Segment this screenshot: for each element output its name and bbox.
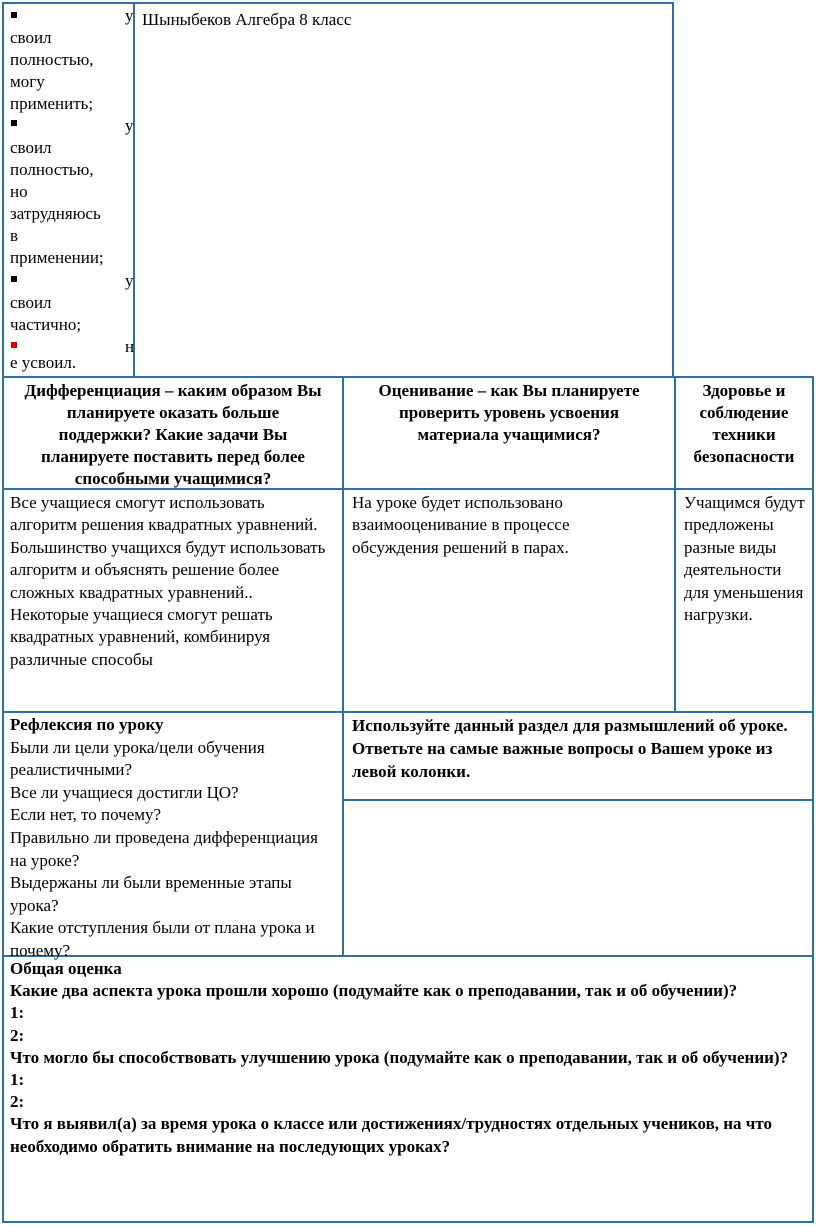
summary-question-3: Что я выявил(а) за время урока о классе или достижениях/трудностях отдельных учеников, на что необходимо обратить внимание на последующих уроках? xyxy=(10,1114,773,1156)
border-bottom xyxy=(2,1221,814,1223)
reflection-title: Рефлексия по уроку xyxy=(10,715,164,734)
assessment-header: Оценивание – как Вы планируете проверить уровень усвоения материала учащимися? xyxy=(378,381,640,444)
health-header: Здоровье и соблюдение техники безопасности xyxy=(693,381,795,466)
summary-question-1: Какие два аспекта урока прошли хорошо (подумайте как о преподавании, так и об обучении)? xyxy=(10,981,738,1001)
level-line: частично; xyxy=(10,315,82,334)
border-row-1 xyxy=(2,376,814,378)
differentiation-all: Все учащиеся смогут использовать алгоритм решения квадратных уравнений. xyxy=(10,493,318,535)
level-line: применении; xyxy=(10,248,104,267)
level-first-letter: н xyxy=(125,337,135,356)
reflection-question: Если нет, то почему? xyxy=(10,805,162,825)
reflection-question: Все ли учащиеся достигли ЦО? xyxy=(10,782,239,802)
summary-cell xyxy=(4,958,812,1158)
border-top xyxy=(2,2,674,4)
level-line: своил xyxy=(10,28,52,47)
bullet-icon-red xyxy=(11,342,17,348)
reflection-question: Выдержаны ли были временные этапы урока? xyxy=(10,873,292,915)
summary-title: Общая оценка xyxy=(10,959,122,978)
level-line: но xyxy=(10,182,28,201)
level-first-letter: у xyxy=(125,116,134,135)
reflection-instruction: Используйте данный раздел для размышлений об уроке. Ответьте на самые важные вопросы о Вашем уроке из левой колонки. xyxy=(352,716,788,781)
differentiation-header: Дифференциация – каким образом Вы планируете оказать больше поддержки? Какие задачи Вы планируете поставить перед более способными учащимися? xyxy=(24,381,322,488)
reflection-cell xyxy=(4,714,342,963)
level-line: могу xyxy=(10,72,45,91)
border-row-3 xyxy=(2,711,814,713)
summary-question-2: Что могло бы способствовать улучшению урока (подумайте как о преподавании, так и об обучении)? xyxy=(10,1047,789,1067)
level-line: е усвоил. xyxy=(10,353,77,372)
health-content: Учащимся будут предложены разные виды деятельности для уменьшения нагрузки. xyxy=(684,493,805,625)
differentiation-some: Некоторые учащиеся смогут решать квадратных уравнений, комбинируя различные способы xyxy=(10,605,273,669)
border-col-top-divider xyxy=(133,2,135,377)
summary-item: 2: xyxy=(10,1025,25,1045)
bullet-icon xyxy=(11,12,17,18)
header-text: Шыныбеков Алгебра 8 класс xyxy=(142,10,352,29)
reflection-question: Правильно ли проведена дифференциация на уроке? xyxy=(10,827,318,870)
summary-item: 1: xyxy=(10,1003,25,1023)
reflection-question: Какие отступления были от плана урока и почему? xyxy=(10,918,315,960)
differentiation-content xyxy=(4,492,342,671)
summary-item: 1: xyxy=(10,1070,25,1090)
level-line: своил xyxy=(10,138,52,157)
reflection-question: Были ли цели урока/цели обучения реалистичными? xyxy=(10,737,265,780)
border-top-right xyxy=(672,2,674,377)
reflection-answer-area[interactable] xyxy=(344,801,812,955)
level-line: своил xyxy=(10,293,52,312)
bullet-icon xyxy=(11,120,17,126)
level-line: полностью, xyxy=(10,160,94,179)
level-line: полностью, xyxy=(10,50,94,69)
summary-item: 2: xyxy=(10,1092,25,1112)
differentiation-most: Большинство учащихся будут использовать алгоритм и объяснять решение более сложных квадратных уравнений.. xyxy=(10,537,326,602)
level-line: затрудняюсь xyxy=(10,204,101,223)
level-first-letter: у xyxy=(125,6,134,25)
assessment-content: На уроке будет использовано взаимооценивание в процессе обсуждения решений в парах. xyxy=(352,493,570,557)
level-line: применить; xyxy=(10,94,94,113)
level-line: в xyxy=(10,226,19,245)
level-first-letter: у xyxy=(125,271,134,290)
bullet-icon xyxy=(11,276,17,282)
